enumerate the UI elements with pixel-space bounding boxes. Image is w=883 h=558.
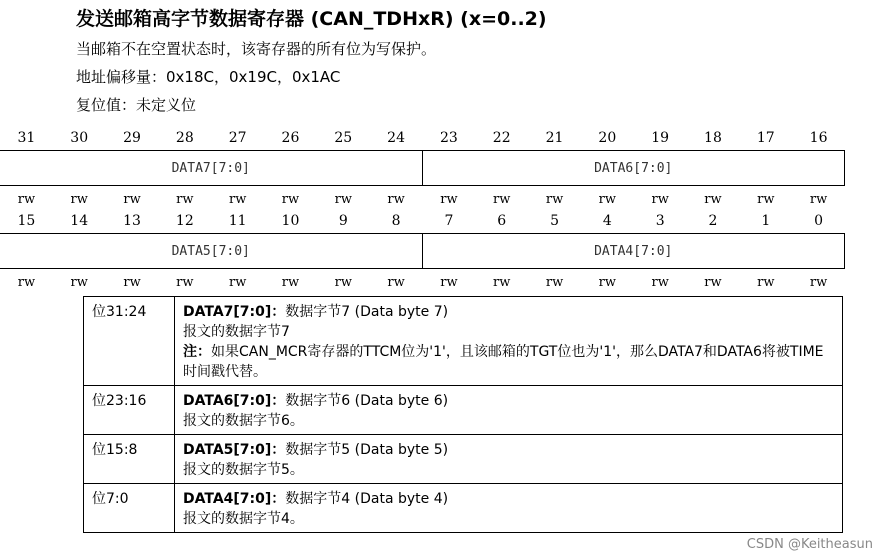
- bit-number: 17: [756, 130, 775, 146]
- bit-number: 3: [655, 213, 665, 229]
- access-type: rw: [809, 192, 828, 207]
- field-name: DATA6[7:0]：: [183, 393, 286, 409]
- access-type: rw: [334, 192, 352, 207]
- bit-number: 23: [439, 130, 458, 146]
- bit-number: 9: [338, 213, 348, 229]
- access-type: rw: [387, 192, 405, 207]
- access-type: rw: [598, 192, 617, 207]
- access-type: rw: [545, 275, 564, 290]
- bit-number: 13: [123, 213, 141, 229]
- bit-number: 18: [704, 130, 722, 146]
- bit-number: 0: [814, 213, 824, 229]
- bit-range: 位7:0: [84, 484, 175, 533]
- field-summary: 数据字节7 (Data byte 7): [285, 304, 449, 320]
- bit-number: 21: [545, 130, 564, 146]
- bit-number: 30: [70, 130, 89, 146]
- access-type: rw: [651, 275, 669, 290]
- bit-number: 20: [598, 130, 617, 146]
- bit-range: 位31:24: [84, 297, 175, 386]
- bit-description: [175, 386, 843, 435]
- bit-number: 6: [497, 213, 507, 229]
- table-row: [84, 484, 843, 533]
- bit-number: 28: [175, 130, 194, 146]
- reset-value: 复位值：未定义位: [76, 96, 197, 114]
- bit-number: 31: [17, 130, 36, 146]
- access-type: rw: [17, 275, 36, 290]
- bit-range: 位23:16: [84, 386, 175, 435]
- access-type: rw: [228, 192, 247, 207]
- lower-bit-numbers: [0, 213, 845, 231]
- table-row: [84, 435, 843, 484]
- bit-number: 4: [602, 213, 612, 229]
- access-type: rw: [493, 192, 511, 207]
- bit-number: 24: [387, 130, 405, 146]
- address-offset: 地址偏移量：0x18C，0x19C，0x1AC: [76, 68, 341, 86]
- table-row: [84, 386, 843, 435]
- access-type: rw: [651, 192, 669, 207]
- access-type: rw: [17, 192, 36, 207]
- access-type: rw: [493, 275, 511, 290]
- bit-number: 25: [334, 130, 353, 146]
- bit-number: 11: [228, 213, 247, 229]
- access-type: rw: [281, 192, 300, 207]
- bit-number: 5: [550, 213, 559, 229]
- access-type: rw: [440, 192, 458, 207]
- access-type: rw: [545, 192, 564, 207]
- bit-number: 26: [281, 130, 300, 146]
- access-type: rw: [176, 275, 194, 290]
- access-type: rw: [757, 192, 775, 207]
- field-summary: 数据字节6 (Data byte 6): [285, 393, 449, 409]
- field-summary: 数据字节5 (Data byte 5): [285, 442, 449, 458]
- register-title: 发送邮箱高字节数据寄存器 (CAN_TDHxR) (x=0..2): [76, 8, 547, 30]
- bit-number: 10: [281, 213, 300, 229]
- field-detail: 报文的数据字节7: [183, 324, 290, 340]
- access-type: rw: [757, 275, 775, 290]
- bit-description-table: [83, 296, 843, 533]
- access-type: rw: [598, 275, 617, 290]
- access-type: rw: [176, 192, 194, 207]
- bit-description: [175, 297, 843, 386]
- access-type: rw: [440, 275, 458, 290]
- access-type: rw: [387, 275, 405, 290]
- field-data4: DATA4[7:0]: [423, 234, 846, 268]
- note-label: 注：: [183, 344, 211, 360]
- field-detail: 报文的数据字节4。: [183, 511, 304, 527]
- access-type: rw: [281, 275, 300, 290]
- field-name: DATA7[7:0]：: [183, 304, 286, 320]
- bit-number: 12: [175, 213, 194, 229]
- access-type: rw: [70, 192, 88, 207]
- bit-number: 29: [123, 130, 141, 146]
- field-data7: DATA7[7:0]: [0, 151, 423, 185]
- access-type: rw: [70, 275, 88, 290]
- access-type: rw: [228, 275, 247, 290]
- watermark: CSDN @Keitheasun: [746, 537, 873, 552]
- bit-number: 15: [17, 213, 36, 229]
- access-type: rw: [704, 192, 722, 207]
- field-data6: DATA6[7:0]: [423, 151, 846, 185]
- field-name: DATA4[7:0]：: [183, 491, 286, 507]
- note-text: 如果CAN_MCR寄存器的TTCM位为'1'，且该邮箱的TGT位也为'1'，那么DATA7和DATA6将被TIME时间戳代替。: [183, 344, 824, 380]
- bit-number: 8: [391, 213, 401, 229]
- bit-number: 22: [492, 130, 511, 146]
- lower-access-row: [0, 275, 845, 291]
- bit-description: [175, 484, 843, 533]
- upper-field-row: [0, 150, 845, 186]
- table-row: [84, 297, 843, 386]
- bit-range: 位15:8: [84, 435, 175, 484]
- access-type: rw: [123, 192, 141, 207]
- lower-field-row: [0, 233, 845, 269]
- field-summary: 数据字节4 (Data byte 4): [285, 491, 449, 507]
- bit-number: 1: [761, 213, 771, 229]
- bit-number: 2: [708, 213, 718, 229]
- access-type: rw: [704, 275, 722, 290]
- field-detail: 报文的数据字节5。: [183, 462, 304, 478]
- bit-description: [175, 435, 843, 484]
- write-protect-note: 当邮箱不在空置状态时，该寄存器的所有位为写保护。: [76, 40, 437, 58]
- access-type: rw: [334, 275, 352, 290]
- access-type: rw: [123, 275, 141, 290]
- field-detail: 报文的数据字节6。: [183, 413, 304, 429]
- upper-bit-numbers: [0, 130, 845, 148]
- bit-number: 14: [70, 213, 89, 229]
- field-name: DATA5[7:0]：: [183, 442, 286, 458]
- bit-number: 27: [228, 130, 247, 146]
- upper-access-row: [0, 192, 845, 208]
- access-type: rw: [809, 275, 828, 290]
- bit-number: 16: [809, 130, 828, 146]
- bit-number: 7: [444, 213, 454, 229]
- bit-number: 19: [651, 130, 670, 146]
- field-data5: DATA5[7:0]: [0, 234, 423, 268]
